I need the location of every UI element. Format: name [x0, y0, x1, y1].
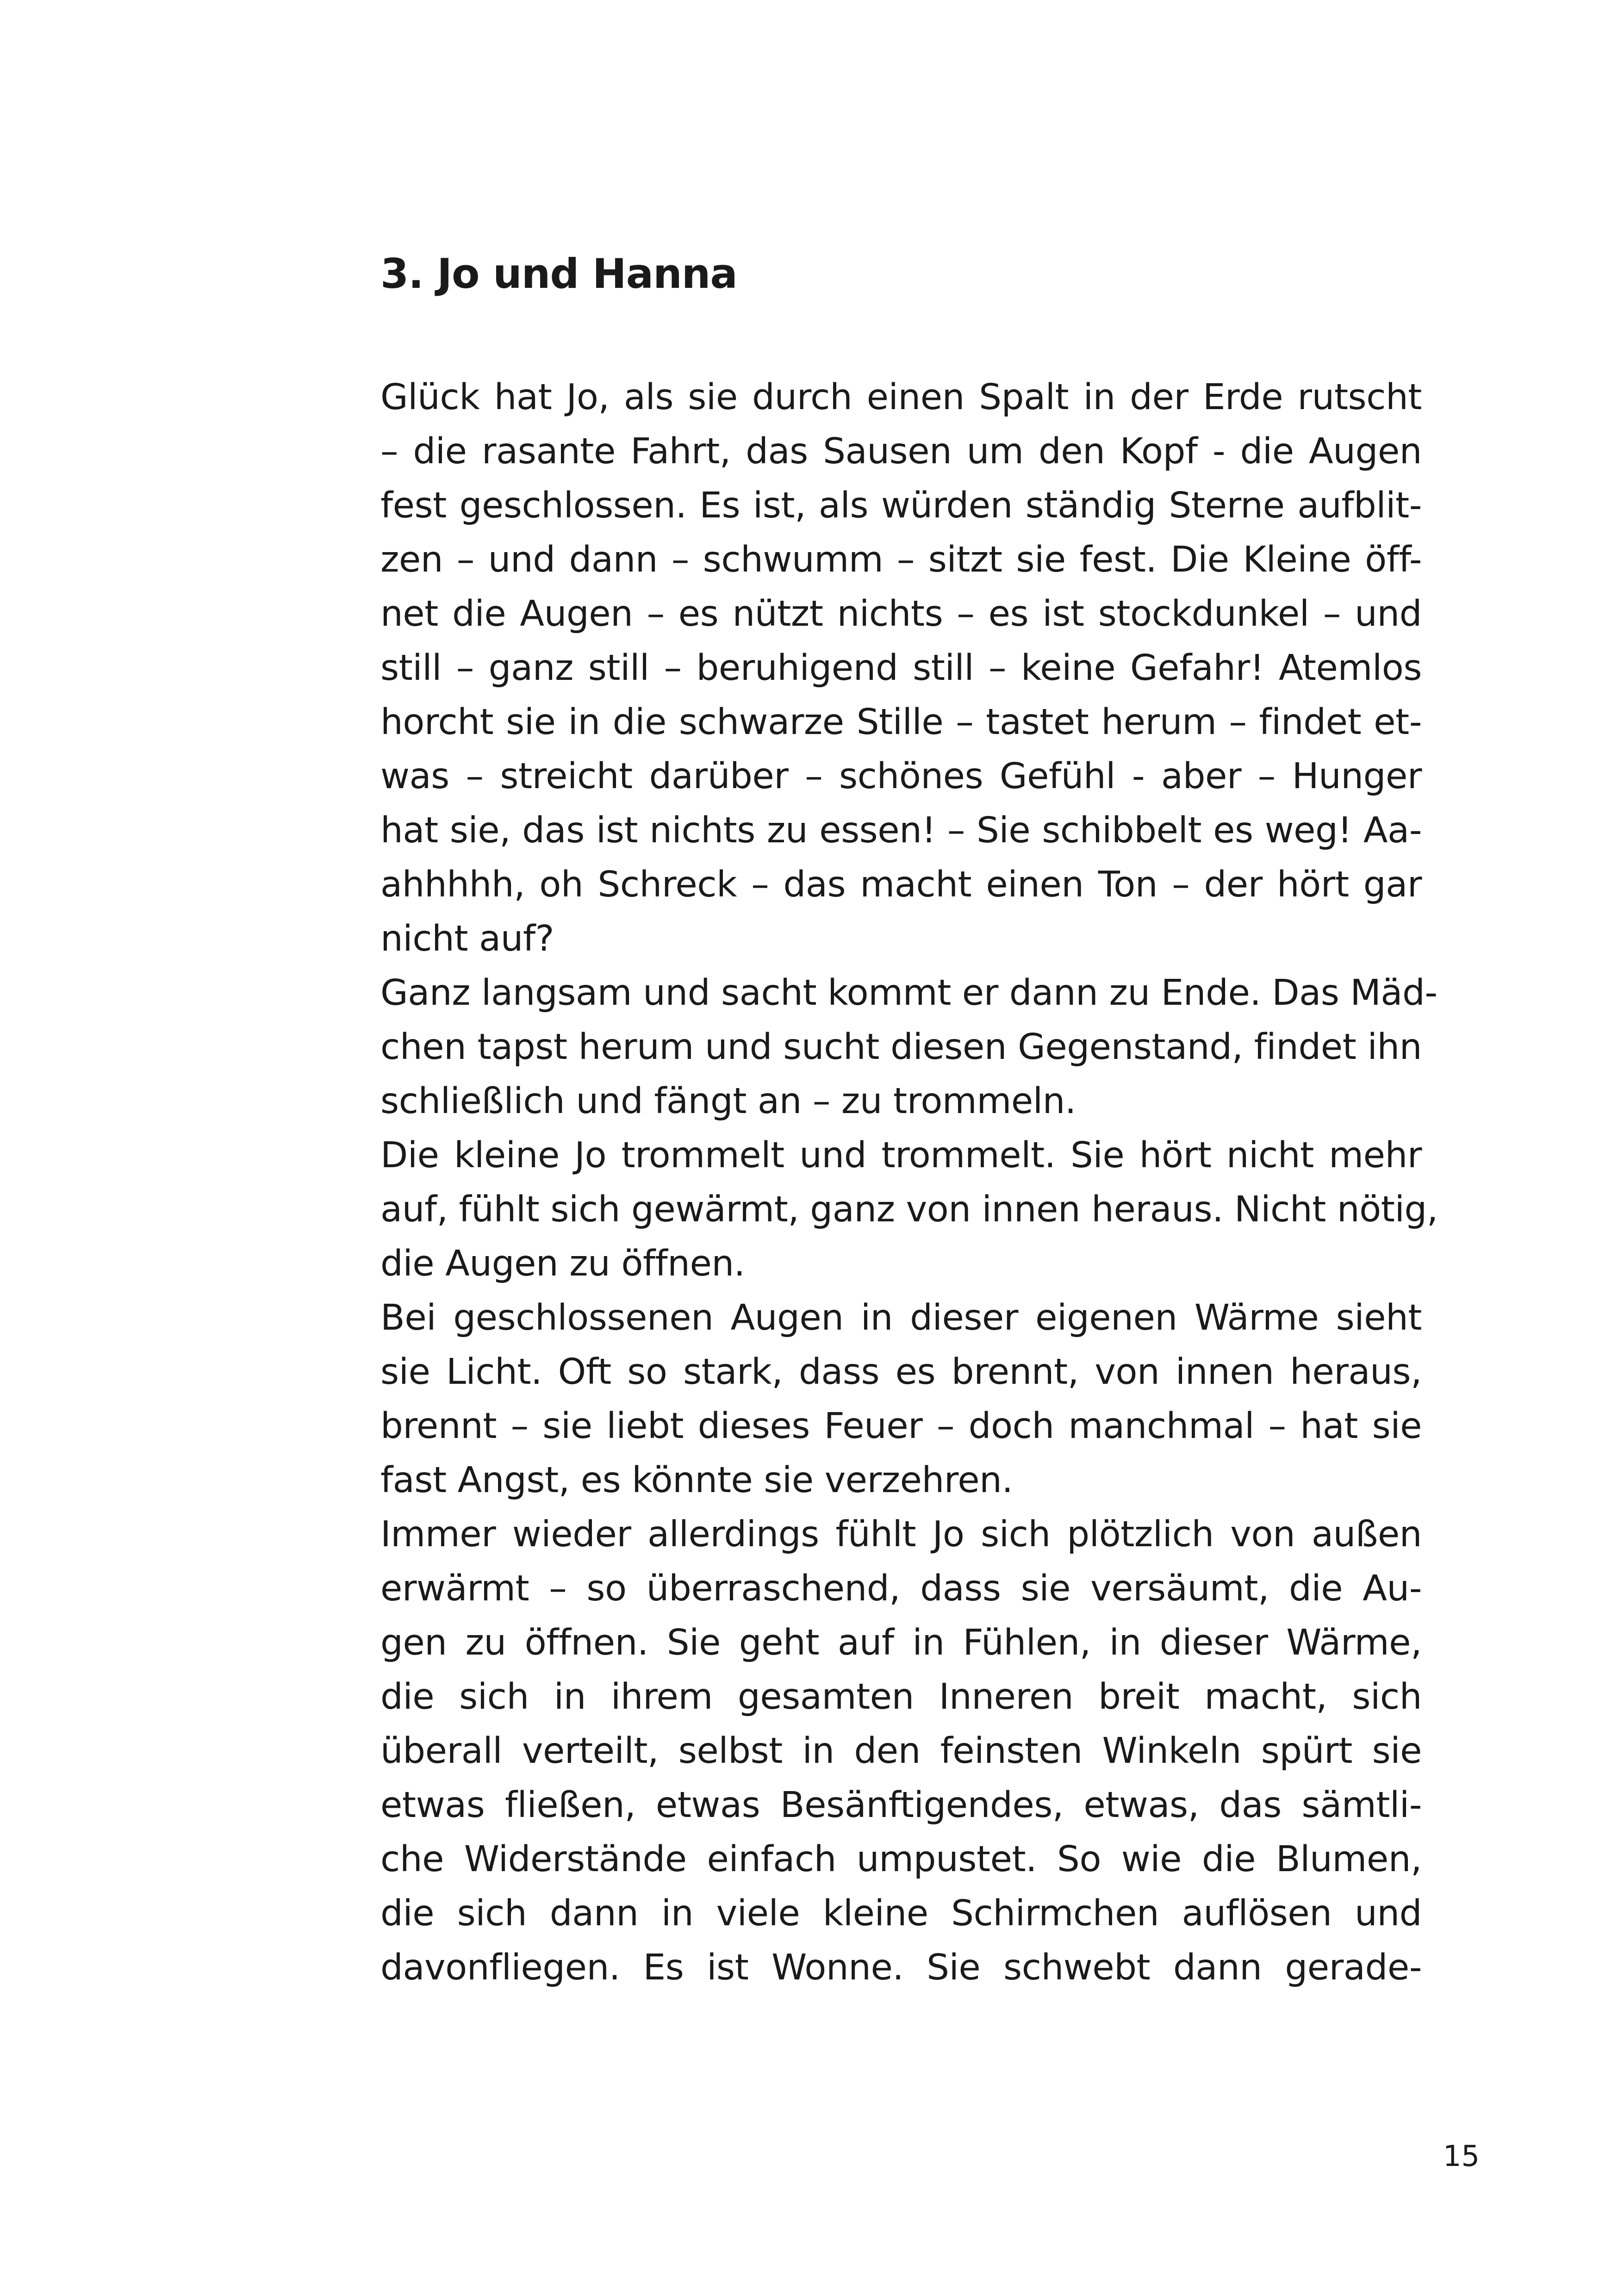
text-line: Glück hat Jo, als sie durch einen Spalt in der Erde rutscht [380, 377, 1422, 418]
paragraph-end-line: nicht auf? [380, 918, 554, 959]
text-line: gen zu öffnen. Sie geht auf in Fühlen, in dieser Wärme, [380, 1622, 1422, 1663]
text-line: horcht sie in die schwarze Stille – tastet herum – findet et- [380, 702, 1422, 743]
text-line: hat sie, das ist nichts zu essen! – Sie schibbelt es weg! Aa- [380, 810, 1422, 851]
text-line: zen – und dann – schwumm – sitzt sie fest. Die Kleine öff- [380, 539, 1422, 580]
text-line: still – ganz still – beruhigend still – keine Gefahr! Atemlos [380, 647, 1422, 689]
paragraph-end-line: fast Angst, es könnte sie verzehren. [380, 1460, 1013, 1501]
text-line: erwärmt – so überraschend, dass sie versäumt, die Au- [380, 1568, 1422, 1609]
text-line: che Widerstände einfach umpustet. So wie die Blumen, [380, 1839, 1422, 1880]
text-line: was – streicht darüber – schönes Gefühl - aber – Hunger [380, 756, 1422, 797]
text-line: chen tapst herum und sucht diesen Gegenstand, findet ihn [380, 1027, 1422, 1068]
text-line: auf, fühlt sich gewärmt, ganz von innen heraus. Nicht nötig, [380, 1189, 1438, 1230]
text-line: brennt – sie liebt dieses Feuer – doch manchmal – hat sie [380, 1406, 1422, 1447]
body-text [380, 370, 1438, 1995]
text-line: davonfliegen. Es ist Wonne. Sie schwebt dann gerade- [380, 1947, 1422, 1988]
text-line: Die kleine Jo trommelt und trommelt. Sie hört nicht mehr [380, 1135, 1422, 1176]
text-line: etwas fließen, etwas Besänftigendes, etwas, das sämtli- [380, 1785, 1422, 1826]
text-line: Immer wieder allerdings fühlt Jo sich plötzlich von außen [380, 1514, 1422, 1555]
text-line: die sich in ihrem gesamten Inneren breit macht, sich [380, 1676, 1422, 1717]
text-line: Ganz langsam und sacht kommt er dann zu Ende. Das Mäd- [380, 972, 1438, 1014]
text-line: fest geschlossen. Es ist, als würden ständig Sterne aufblit- [380, 485, 1422, 526]
chapter-title: 3. Jo und Hanna [380, 250, 737, 298]
paragraph-end-line: die Augen zu öffnen. [380, 1243, 745, 1284]
paragraph-end-line: schließlich und fängt an – zu trommeln. [380, 1081, 1076, 1122]
text-line: – die rasante Fahrt, das Sausen um den Kopf - die Augen [380, 431, 1422, 472]
text-line: Bei geschlossenen Augen in dieser eigenen Wärme sieht [380, 1297, 1422, 1338]
text-line: die sich dann in viele kleine Schirmchen auflösen und [380, 1893, 1422, 1934]
text-line: net die Augen – es nützt nichts – es ist stockdunkel – und [380, 593, 1422, 635]
text-line: ahhhhh, oh Schreck – das macht einen Ton – der hört gar [380, 864, 1422, 905]
text-line: sie Licht. Oft so stark, dass es brennt, von innen heraus, [380, 1351, 1422, 1393]
page-number: 15 [1443, 2139, 1480, 2173]
text-line: überall verteilt, selbst in den feinsten Winkeln spürt sie [380, 1730, 1422, 1772]
